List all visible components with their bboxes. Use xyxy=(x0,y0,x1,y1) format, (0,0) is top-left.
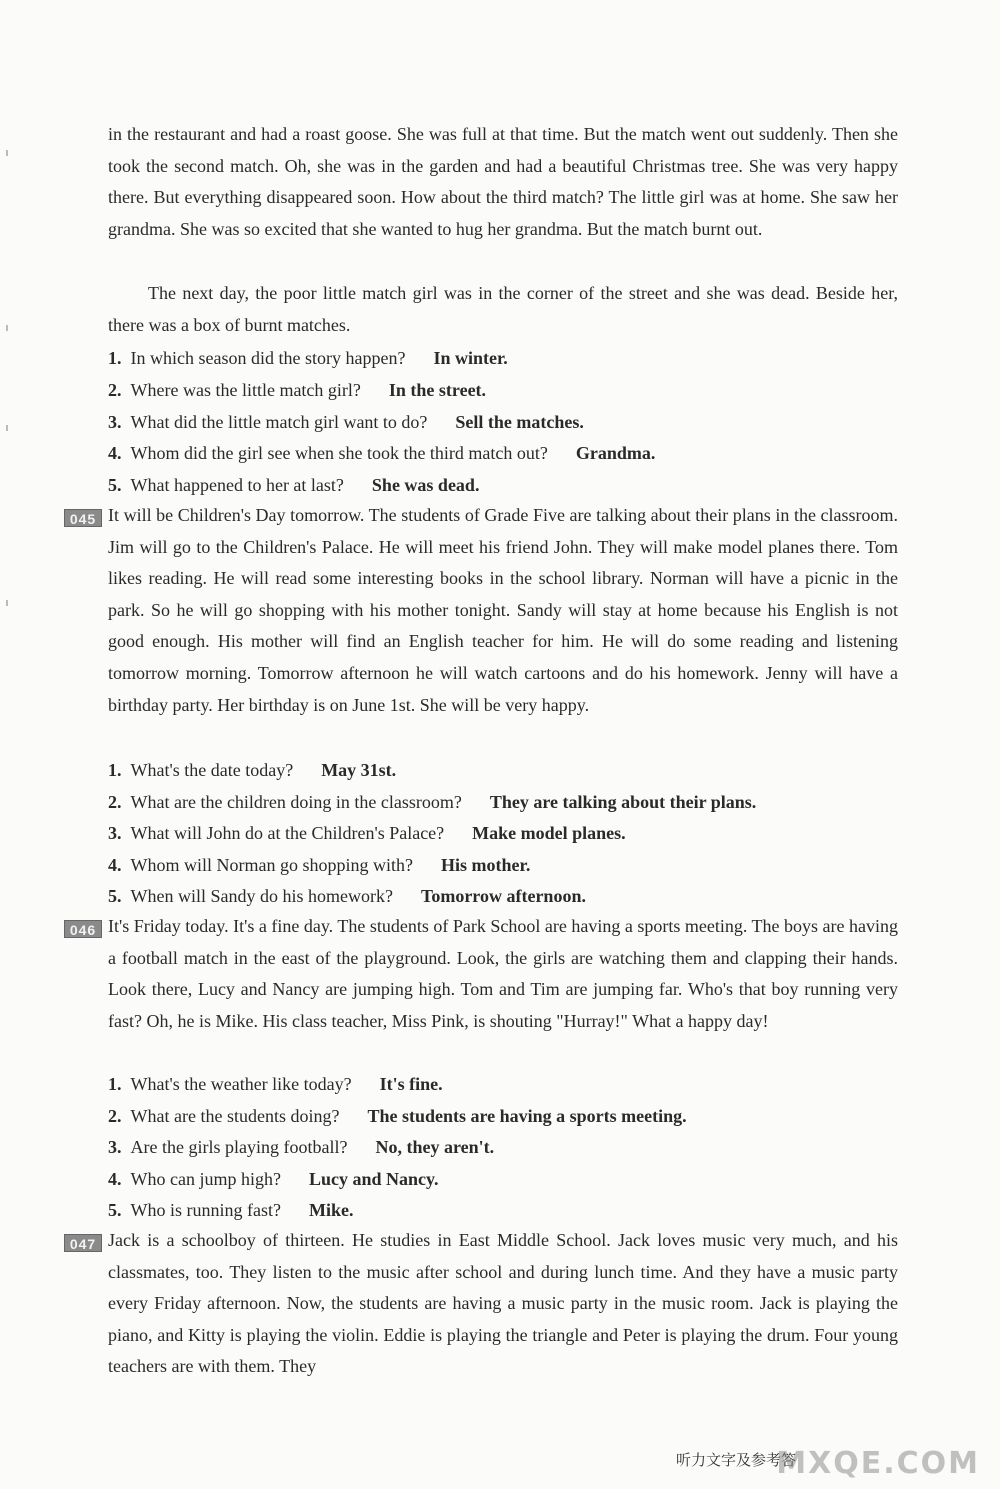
qa-item: 3. Are the girls playing football? No, they aren't. xyxy=(108,1137,495,1157)
margin-mark xyxy=(6,150,8,156)
watermark: MXQE.COM xyxy=(776,1446,980,1481)
qa-item: 4. Whom did the girl see when she took the third match out? Grandma. xyxy=(108,443,656,463)
margin-mark xyxy=(6,600,8,606)
qa-item: 1. What's the date today? May 31st. xyxy=(108,760,397,780)
track-number-badge: 045 xyxy=(64,509,102,527)
qa-item: 2. What are the children doing in the classroom? They are talking about their plans. xyxy=(108,792,757,812)
margin-mark xyxy=(6,425,8,431)
qa-item: 2. Where was the little match girl? In the street. xyxy=(108,380,487,400)
margin-mark xyxy=(6,325,8,331)
story-045-text: It will be Children's Day tomorrow. The students of Grade Five are talking about their plans in the classroom. Jim will go to the Children's Palace. He will meet his friend John. They will make model planes there. Tom likes reading. He will read some interesting books in the school library. Norman will have a picnic in the park. So he will go shopping with his mother tonight. Sandy will stay at home because his English is not good enough. His mother will find an English teacher for him. He will do some reading and listening tomorrow morning. Tomorrow afternoon he will watch cartoons and do his homework. Jenny will have a birthday party. Her birthday is on June 1st. She will be very happy. xyxy=(108,505,898,715)
story-046-text: It's Friday today. It's a fine day. The students of Park School are having a sports meeting. The boys are having a football match in the east of the playground. Look, the girls are watching them and clapping their hands. Look there, Lucy and Nancy are jumping high. Tom and Tim are jumping far. Who's that boy running very fast? Oh, he is Mike. His class teacher, Miss Pink, is shouting "Hurray!" What a happy day! xyxy=(108,916,898,1031)
qa-item: 1. What's the weather like today? It's fine. xyxy=(108,1074,443,1094)
qa-item: 3. What will John do at the Children's Palace? Make model planes. xyxy=(108,823,626,843)
qa-item: 2. What are the students doing? The students are having a sports meeting. xyxy=(108,1106,687,1126)
qa-item: 3. What did the little match girl want to do? Sell the matches. xyxy=(108,412,584,432)
track-number-badge: 046 xyxy=(64,920,102,938)
qa-item: 5. Who is running fast? Mike. xyxy=(108,1200,354,1220)
page-footer: 听力文字及参考答 xyxy=(676,1451,797,1469)
qa-item: 5. What happened to her at last? She was dead. xyxy=(108,475,480,495)
qa-item: 4. Whom will Norman go shopping with? His mother. xyxy=(108,855,531,875)
story-047-text: Jack is a schoolboy of thirteen. He studies in East Middle School. Jack loves music very much, and his classmates, too. They listen to the music after school and during lunch time. And they have a music party every Friday afternoon. Now, the students are having a music party in the music room. Jack is playing the piano, and Kitty is playing the violin. Eddie is playing the triangle and Peter is playing the drum. Four young teachers are with them. They xyxy=(108,1230,898,1377)
qa-item: 4. Who can jump high? Lucy and Nancy. xyxy=(108,1169,439,1189)
story-044-paragraph-1: in the restaurant and had a roast goose. She was full at that time. But the match went out suddenly. Then she took the second match. Oh, she was in the garden and had a beautiful Christmas tree. She was very happy there. But everything disappeared soon. How about the third match? The little girl was at home. She saw her grandma. She was so excited that she wanted to hug her grandma. But the match burnt out. xyxy=(108,124,898,239)
qa-item: 5. When will Sandy do his homework? Tomorrow afternoon. xyxy=(108,886,586,906)
story-044-paragraph-2: The next day, the poor little match girl was in the corner of the street and she was dead. Beside her, there was a box of burnt matches. xyxy=(108,283,898,335)
qa-item: 1. In which season did the story happen? In winter. xyxy=(108,348,508,368)
track-number-badge: 047 xyxy=(64,1234,102,1252)
